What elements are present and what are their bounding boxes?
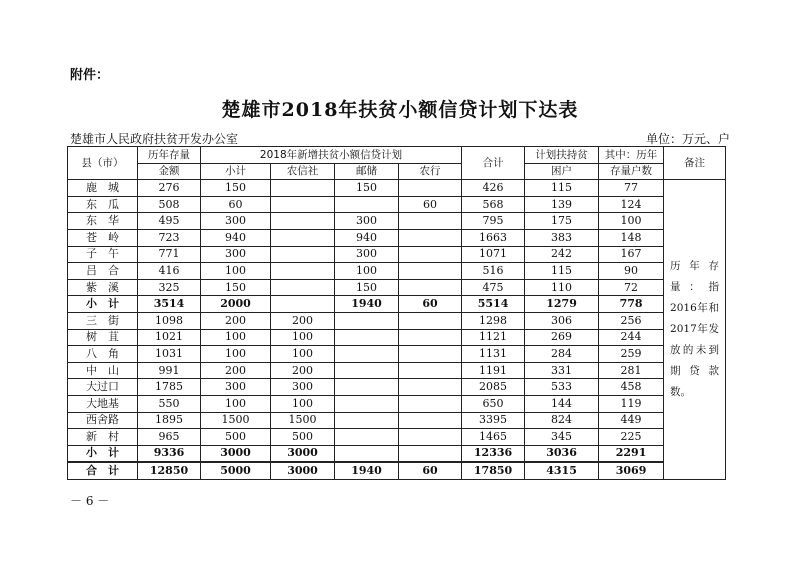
agri-bank-cell: [399, 279, 462, 296]
plan-households-cell: 269: [525, 329, 599, 346]
stock-households-cell: 256: [599, 312, 664, 329]
table-row: [68, 346, 726, 363]
new-subtotal-cell: 100: [201, 329, 271, 346]
plan-households-cell: 144: [525, 395, 599, 412]
postal-cell: [335, 429, 399, 446]
agri-bank-cell: [399, 379, 462, 396]
table-row: [68, 213, 726, 230]
plan-households-cell: 824: [525, 412, 599, 429]
historical-amount-cell: 1031: [138, 346, 201, 363]
county-name-cell: 小 计: [68, 296, 138, 313]
header-remark: 备注: [664, 147, 726, 180]
total-cell: 17850: [462, 462, 525, 479]
plan-households-cell: 175: [525, 213, 599, 230]
new-subtotal-cell: 5000: [201, 462, 271, 479]
table-row: [68, 379, 726, 396]
new-subtotal-cell: 60: [201, 196, 271, 213]
plan-households-cell: 115: [525, 180, 599, 197]
stock-households-cell: 167: [599, 246, 664, 263]
county-name-cell: 东 华: [68, 213, 138, 230]
header-subtotal: 小计: [201, 163, 271, 180]
header-stock-households-line1: 其中：历年: [599, 147, 664, 164]
table-row: [68, 329, 726, 346]
rural-credit-cell: [271, 279, 335, 296]
county-name-cell: 子 午: [68, 246, 138, 263]
plan-table-container: [67, 146, 725, 480]
rural-credit-cell: 1500: [271, 412, 335, 429]
postal-cell: 1940: [335, 296, 399, 313]
subtotal-row: [68, 462, 726, 479]
table-row: [68, 412, 726, 429]
county-name-cell: 八 角: [68, 346, 138, 363]
table-row: [68, 263, 726, 280]
subtotal-row: [68, 296, 726, 313]
agri-bank-cell: [399, 329, 462, 346]
new-subtotal-cell: 200: [201, 362, 271, 379]
header-historical-line2: 金额: [138, 163, 201, 180]
postal-cell: [335, 362, 399, 379]
header-total: 合计: [462, 147, 525, 180]
stock-households-cell: 77: [599, 180, 664, 197]
plan-households-cell: 110: [525, 279, 599, 296]
total-cell: 568: [462, 196, 525, 213]
rural-credit-cell: [271, 196, 335, 213]
total-cell: 1663: [462, 229, 525, 246]
rural-credit-cell: 3000: [271, 445, 335, 462]
historical-amount-cell: 12850: [138, 462, 201, 479]
total-cell: 1465: [462, 429, 525, 446]
rural-credit-cell: 300: [271, 379, 335, 396]
stock-households-cell: 124: [599, 196, 664, 213]
county-name-cell: 鹿 城: [68, 180, 138, 197]
agri-bank-cell: [399, 395, 462, 412]
rural-credit-cell: 500: [271, 429, 335, 446]
agri-bank-cell: [399, 229, 462, 246]
county-name-cell: 西舍路: [68, 412, 138, 429]
remark-note: 历年存量：指2016年和2017年发放的未到期贷款数。: [664, 180, 726, 480]
agri-bank-cell: [399, 312, 462, 329]
historical-amount-cell: 495: [138, 213, 201, 230]
agri-bank-cell: [399, 263, 462, 280]
plan-households-cell: 533: [525, 379, 599, 396]
stock-households-cell: 3069: [599, 462, 664, 479]
rural-credit-cell: 200: [271, 362, 335, 379]
agri-bank-cell: 60: [399, 196, 462, 213]
stock-households-cell: 72: [599, 279, 664, 296]
plan-households-cell: 242: [525, 246, 599, 263]
total-cell: 1298: [462, 312, 525, 329]
header-rural-credit: 农信社: [271, 163, 335, 180]
total-cell: 1131: [462, 346, 525, 363]
postal-cell: [335, 412, 399, 429]
historical-amount-cell: 1098: [138, 312, 201, 329]
table-row: [68, 395, 726, 412]
header-stock-households-line2: 存量户数: [599, 163, 664, 180]
historical-amount-cell: 508: [138, 196, 201, 213]
county-name-cell: 大地基: [68, 395, 138, 412]
total-cell: 795: [462, 213, 525, 230]
total-cell: 1071: [462, 246, 525, 263]
header-historical-line1: 历年存量: [138, 147, 201, 164]
new-subtotal-cell: 100: [201, 346, 271, 363]
historical-amount-cell: 1785: [138, 379, 201, 396]
table-row: [68, 246, 726, 263]
historical-amount-cell: 1895: [138, 412, 201, 429]
postal-cell: [335, 395, 399, 412]
postal-cell: 1940: [335, 462, 399, 479]
table-row: [68, 279, 726, 296]
document-title: 楚雄市2018年扶贫小额信贷计划下达表: [221, 99, 579, 121]
rural-credit-cell: [271, 263, 335, 280]
header-plan-households-line1: 计划扶持贫: [525, 147, 599, 164]
historical-amount-cell: 991: [138, 362, 201, 379]
new-subtotal-cell: 100: [201, 395, 271, 412]
county-name-cell: 树 苴: [68, 329, 138, 346]
plan-households-cell: 345: [525, 429, 599, 446]
stock-households-cell: 259: [599, 346, 664, 363]
county-name-cell: 新 村: [68, 429, 138, 446]
county-name-cell: 吕 合: [68, 263, 138, 280]
stock-households-cell: 244: [599, 329, 664, 346]
agri-bank-cell: [399, 346, 462, 363]
agri-bank-cell: 60: [399, 462, 462, 479]
header-county: 县（市）: [68, 147, 138, 180]
stock-households-cell: 225: [599, 429, 664, 446]
rural-credit-cell: 100: [271, 346, 335, 363]
new-subtotal-cell: 1500: [201, 412, 271, 429]
plan-households-cell: 115: [525, 263, 599, 280]
agri-bank-cell: [399, 412, 462, 429]
postal-cell: 300: [335, 213, 399, 230]
issuing-organization: 楚雄市人民政府扶贫开发办公室: [70, 132, 239, 146]
rural-credit-cell: [271, 213, 335, 230]
header-new-plan: 2018年新增扶贫小额信贷计划: [201, 147, 462, 164]
unit-label: 单位：万元、户: [645, 132, 730, 146]
table-row: [68, 196, 726, 213]
header-plan-households-line2: 困户: [525, 163, 599, 180]
postal-cell: 940: [335, 229, 399, 246]
agri-bank-cell: [399, 429, 462, 446]
new-subtotal-cell: 300: [201, 379, 271, 396]
new-subtotal-cell: 100: [201, 263, 271, 280]
header-postal: 邮储: [335, 163, 399, 180]
historical-amount-cell: 276: [138, 180, 201, 197]
agri-bank-cell: [399, 362, 462, 379]
agri-bank-cell: 60: [399, 296, 462, 313]
historical-amount-cell: 416: [138, 263, 201, 280]
total-cell: 5514: [462, 296, 525, 313]
table-row: [68, 229, 726, 246]
stock-households-cell: 449: [599, 412, 664, 429]
plan-households-cell: 3036: [525, 445, 599, 462]
new-subtotal-cell: 150: [201, 279, 271, 296]
new-subtotal-cell: 2000: [201, 296, 271, 313]
county-name-cell: 三 街: [68, 312, 138, 329]
plan-households-cell: 306: [525, 312, 599, 329]
plan-households-cell: 139: [525, 196, 599, 213]
table-row: [68, 180, 726, 197]
plan-households-cell: 1279: [525, 296, 599, 313]
total-cell: 1191: [462, 362, 525, 379]
subtotal-row: [68, 445, 726, 462]
table-row: [68, 429, 726, 446]
postal-cell: [335, 346, 399, 363]
stock-households-cell: 281: [599, 362, 664, 379]
postal-cell: 300: [335, 246, 399, 263]
historical-amount-cell: 550: [138, 395, 201, 412]
historical-amount-cell: 965: [138, 429, 201, 446]
rural-credit-cell: [271, 296, 335, 313]
agri-bank-cell: [399, 213, 462, 230]
rural-credit-cell: 100: [271, 329, 335, 346]
plan-table-body: [68, 180, 726, 480]
plan-households-cell: 331: [525, 362, 599, 379]
historical-amount-cell: 325: [138, 279, 201, 296]
rural-credit-cell: 3000: [271, 462, 335, 479]
new-subtotal-cell: 300: [201, 246, 271, 263]
stock-households-cell: 119: [599, 395, 664, 412]
postal-cell: 100: [335, 263, 399, 280]
plan-households-cell: 383: [525, 229, 599, 246]
stock-households-cell: 2291: [599, 445, 664, 462]
total-cell: 516: [462, 263, 525, 280]
historical-amount-cell: 9336: [138, 445, 201, 462]
total-cell: 426: [462, 180, 525, 197]
agri-bank-cell: [399, 180, 462, 197]
rural-credit-cell: [271, 246, 335, 263]
agri-bank-cell: [399, 246, 462, 263]
county-name-cell: 大过口: [68, 379, 138, 396]
postal-cell: [335, 329, 399, 346]
agri-bank-cell: [399, 445, 462, 462]
total-cell: 2085: [462, 379, 525, 396]
plan-households-cell: 4315: [525, 462, 599, 479]
total-cell: 3395: [462, 412, 525, 429]
new-subtotal-cell: 3000: [201, 445, 271, 462]
table-row: [68, 312, 726, 329]
rural-credit-cell: 100: [271, 395, 335, 412]
stock-households-cell: 148: [599, 229, 664, 246]
total-cell: 1121: [462, 329, 525, 346]
table-row: [68, 362, 726, 379]
historical-amount-cell: 1021: [138, 329, 201, 346]
attachment-label: 附件：: [70, 68, 110, 83]
postal-cell: [335, 312, 399, 329]
postal-cell: [335, 379, 399, 396]
plan-households-cell: 284: [525, 346, 599, 363]
historical-amount-cell: 771: [138, 246, 201, 263]
county-name-cell: 合 计: [68, 462, 138, 479]
new-subtotal-cell: 500: [201, 429, 271, 446]
total-cell: 650: [462, 395, 525, 412]
postal-cell: 150: [335, 180, 399, 197]
county-name-cell: 苍 岭: [68, 229, 138, 246]
historical-amount-cell: 3514: [138, 296, 201, 313]
county-name-cell: 中 山: [68, 362, 138, 379]
county-name-cell: 东 瓜: [68, 196, 138, 213]
new-subtotal-cell: 940: [201, 229, 271, 246]
postal-cell: 150: [335, 279, 399, 296]
stock-households-cell: 100: [599, 213, 664, 230]
rural-credit-cell: [271, 229, 335, 246]
rural-credit-cell: 200: [271, 312, 335, 329]
page-number: － 6 －: [70, 494, 110, 508]
rural-credit-cell: [271, 180, 335, 197]
new-subtotal-cell: 200: [201, 312, 271, 329]
total-cell: 12336: [462, 445, 525, 462]
stock-households-cell: 458: [599, 379, 664, 396]
header-agri-bank: 农行: [399, 163, 462, 180]
plan-table: [67, 146, 726, 480]
new-subtotal-cell: 300: [201, 213, 271, 230]
county-name-cell: 紫 溪: [68, 279, 138, 296]
stock-households-cell: 90: [599, 263, 664, 280]
new-subtotal-cell: 150: [201, 180, 271, 197]
total-cell: 475: [462, 279, 525, 296]
postal-cell: [335, 445, 399, 462]
stock-households-cell: 778: [599, 296, 664, 313]
postal-cell: [335, 196, 399, 213]
county-name-cell: 小 计: [68, 445, 138, 462]
historical-amount-cell: 723: [138, 229, 201, 246]
